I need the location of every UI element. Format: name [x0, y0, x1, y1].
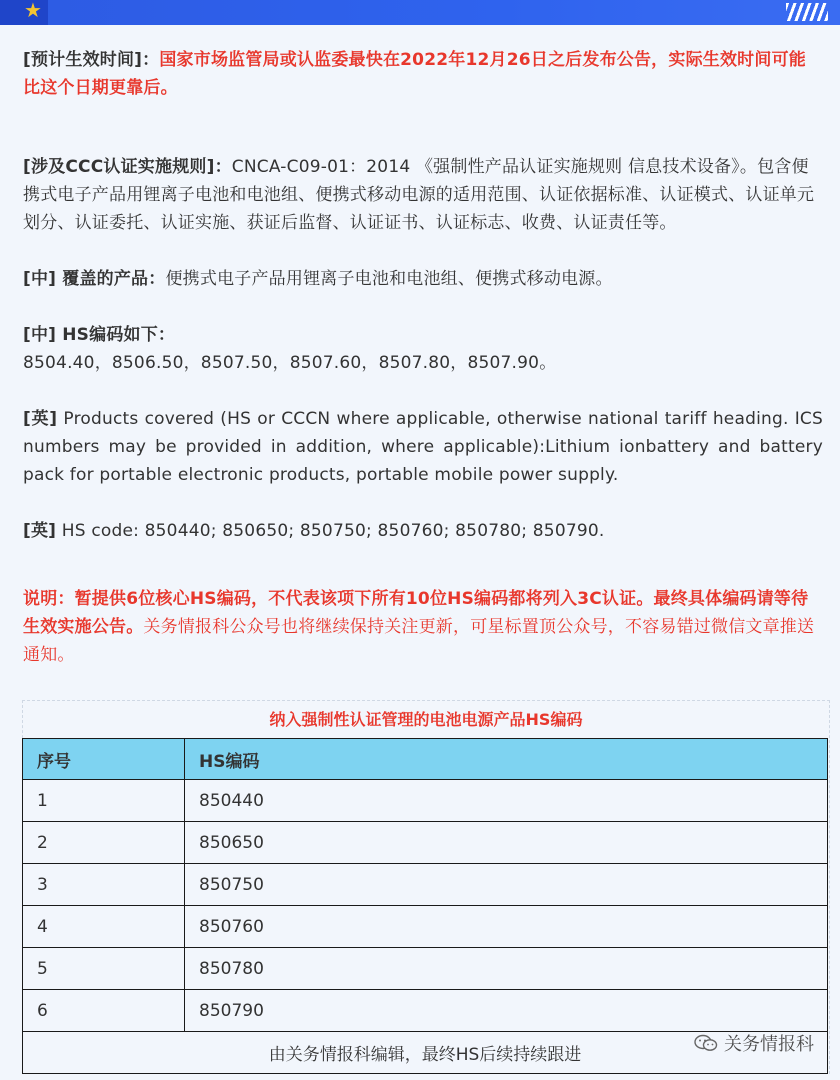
products-cn-text: 便携式电子产品用锂离子电池和电池组、便携式移动电源。	[165, 269, 613, 289]
effective-time-paragraph	[23, 46, 823, 102]
row-index: 6	[23, 990, 185, 1032]
effective-time-text: 国家市场监管局或认监委最快在2022年12月26日之后发布公告，实际生效时间可能比这个日期更靠后。	[23, 50, 806, 98]
star-icon: ★	[24, 0, 42, 22]
table-row	[23, 780, 828, 822]
table-row	[23, 906, 828, 948]
rules-label: [涉及CCC认证实施规则]：	[23, 157, 232, 177]
products-cn-paragraph	[23, 265, 823, 293]
table-header-row	[23, 739, 828, 780]
row-index: 4	[23, 906, 185, 948]
hs-cn-text: 8504.40，8506.50，8507.50，8507.60，8507.80，8507.90。	[23, 353, 557, 373]
table-row	[23, 822, 828, 864]
effective-time-label: [预计生效时间]：	[23, 50, 160, 70]
table-caption: 纳入强制性认证管理的电池电源产品HS编码	[269, 710, 583, 729]
note-bold-text: 说明：暂提供6位核心HS编码，不代表该项下所有10位HS编码都将列入3C认证。最终具体编码请等待生效实施公告。	[23, 589, 809, 637]
row-index: 1	[23, 780, 185, 822]
watermark	[694, 1030, 814, 1056]
stripes-decoration	[786, 3, 828, 21]
header-bar	[0, 0, 840, 25]
row-hs-code: 850650	[185, 822, 828, 864]
table-row	[23, 948, 828, 990]
row-index: 5	[23, 948, 185, 990]
wechat-icon	[694, 1034, 718, 1052]
hs-en-text: HS code: 850440; 850650; 850750; 850760; 850780; 850790.	[56, 521, 605, 541]
star-badge	[0, 0, 48, 25]
note-paragraph	[23, 585, 823, 669]
row-hs-code: 850750	[185, 864, 828, 906]
hs-en-paragraph	[23, 517, 823, 545]
row-hs-code: 850780	[185, 948, 828, 990]
header-hs-code: HS编码	[185, 739, 828, 780]
table-row	[23, 864, 828, 906]
row-hs-code: 850440	[185, 780, 828, 822]
watermark-text: 关务情报科	[724, 1034, 814, 1055]
rules-paragraph	[23, 153, 823, 237]
products-en-label: [英]	[23, 409, 58, 429]
row-hs-code: 850790	[185, 990, 828, 1032]
header-index: 序号	[23, 739, 185, 780]
table-footer: 由关务情报科编辑，最终HS后续持续跟进	[23, 1032, 828, 1074]
products-cn-label: [中] 覆盖的产品：	[23, 269, 166, 289]
note-normal-text: 关务情报科公众号也将继续保持关注更新，可星标置顶公众号，不容易错过微信文章推送通知。	[23, 617, 815, 665]
hs-cn-label: [中] HS编码如下：	[23, 325, 176, 345]
hs-table-container	[22, 700, 830, 1074]
row-index: 3	[23, 864, 185, 906]
products-en-text: Products covered (HS or CCCN where applicable, otherwise national tariff heading. ICS numbers may be provided in addition, where applicable):Lithium ionbattery and battery pack for portable electronic products, portable mobile power supply.	[23, 409, 823, 485]
row-index: 2	[23, 822, 185, 864]
hs-cn-paragraph	[23, 321, 823, 377]
rules-text: CNCA-C09-01：2014 《强制性产品认证实施规则 信息技术设备》。包含便携式电子产品用锂离子电池和电池组、便携式移动电源的适用范围、认证依据标准、认证模式、认证单元划分、认证委托、认证实施、获证后监督、认证证书、认证标志、收费、认证责任等。	[23, 157, 815, 233]
hs-en-label: [英]	[23, 521, 57, 541]
products-en-paragraph	[23, 405, 823, 489]
article-body	[23, 46, 823, 669]
hs-table	[22, 738, 828, 1074]
table-row	[23, 990, 828, 1032]
row-hs-code: 850760	[185, 906, 828, 948]
